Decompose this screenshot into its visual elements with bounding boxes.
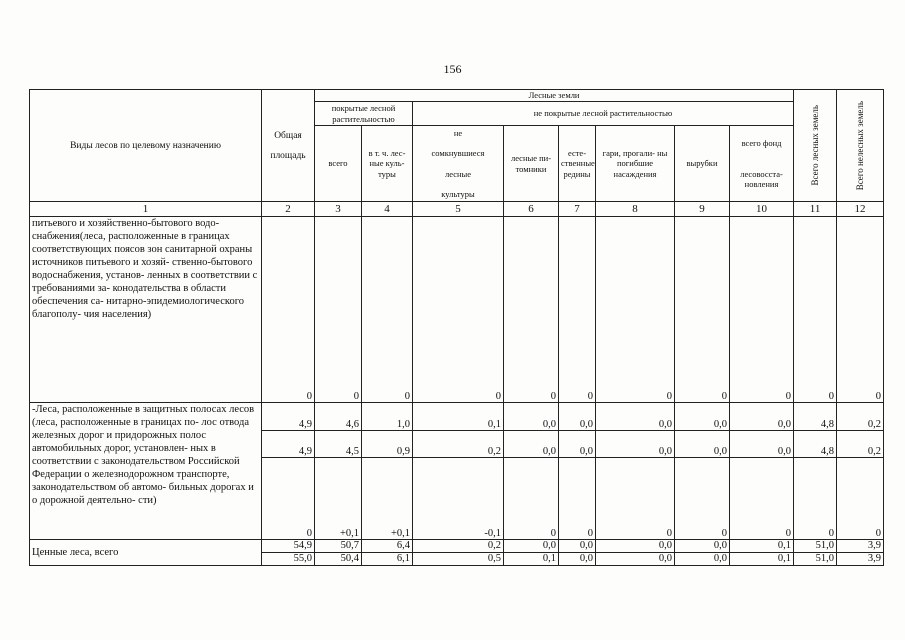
cell-value: 0,0 [559,540,596,553]
cell-value: 0,1 [730,540,794,553]
cell-value: +0,1 [362,458,413,540]
cell-value: 0 [596,458,675,540]
cell-value: 3,9 [837,540,884,553]
cell-value: 0 [675,217,730,403]
cell-value: 0,0 [596,431,675,458]
header-nurseries: лесные пи- томники [504,126,559,202]
header-total-nonforest [837,90,884,202]
cell-value: 0 [730,217,794,403]
cell-value: 0,0 [596,403,675,431]
cell-value: 0,0 [675,431,730,458]
row-desc-water-supply: питьевого и хозяйственно-бытового водо- снабжения(леса, расположенные в границах соответствующих поясов зон санитарной охраны источников питьевого и хозяй- ственно-бытового водоснабжения, установ- ленных в соответствии с требованиями за- конодательства в области обеспечения са- нитарно-эпидемиологического благополу- чия населения) [30,217,262,403]
cell-value: 0,0 [675,553,730,566]
cell-value: 0,0 [559,553,596,566]
header-not-covered: не покрытые лесной растительностью [413,102,794,126]
cell-value: 51,0 [794,540,837,553]
cell-value: 6,1 [362,553,413,566]
cell-value: 0,0 [675,403,730,431]
cell-value: 0,0 [730,403,794,431]
col-num: 6 [504,202,559,217]
header-reforest-b: лесовосста- новления [740,168,783,189]
col-num: 11 [794,202,837,217]
table-row [30,217,884,403]
cell-value: 0,0 [559,431,596,458]
header-total-nonforest-text: Всего нелесных земель [855,100,866,191]
cell-value: 4,5 [315,431,362,458]
column-number-row [30,202,884,217]
table-row [30,403,884,431]
forest-fund-table [29,89,884,566]
header-total-forest-text: Всего лесных земель [810,105,821,186]
header-nonclosed-d: культуры [441,188,475,199]
cell-value: 0 [596,217,675,403]
header-covered: покрытые лесной растительностью [315,102,413,126]
cell-value: 0,5 [413,553,504,566]
col-num: 2 [262,202,315,217]
cell-value: 0,0 [596,540,675,553]
col-num: 10 [730,202,794,217]
cell-value: 50,7 [315,540,362,553]
header-nonclosed-b: сомкнувшиеся [431,148,485,159]
header-total-area [262,90,315,202]
col-num: 12 [837,202,884,217]
cell-value: 0,0 [559,403,596,431]
cell-value: 0,0 [596,553,675,566]
cell-value: 1,0 [362,403,413,431]
cell-value: 0 [315,217,362,403]
cell-value: +0,1 [315,458,362,540]
cell-value: 0,2 [837,403,884,431]
cell-value: 0 [675,458,730,540]
col-num: 1 [30,202,262,217]
cell-value: 0 [262,217,315,403]
header-total-area-a: Общая [274,130,302,141]
header-types: Виды лесов по целевому назначению [30,90,262,202]
cell-value: 4,8 [794,403,837,431]
header-reforest [730,126,794,202]
cell-value: 0,0 [675,540,730,553]
cell-value: 0 [559,217,596,403]
table-row [30,540,884,553]
cell-value: 0,0 [504,403,559,431]
col-num: 9 [675,202,730,217]
col-num: 8 [596,202,675,217]
header-forest-lands: Лесные земли [315,90,794,102]
cell-value: 0 [730,458,794,540]
row-desc-valuable-forests: Ценные леса, всего [30,540,262,566]
col-num: 3 [315,202,362,217]
cell-value: 0,2 [837,431,884,458]
cell-value: 0,2 [413,540,504,553]
cell-value: 0,9 [362,431,413,458]
cell-value: 0,2 [413,431,504,458]
cell-value: 0,0 [504,431,559,458]
cell-value: 0 [504,217,559,403]
header-natural-gaps: есте- ственные редины [559,126,596,202]
row-desc-protective-strips: -Леса, расположенные в защитных полосах лесов (леса, расположенные в границах по- лос отвода железных дорог и придорожных полос автомобильных дорог, установлен- ных в соответствии с законодательством Российской Федерации о железнодорожном транспорте, законодательством об автомо- бильных дорогах и о дорожной деятельно- сти) [30,403,262,540]
cell-value: 4,8 [794,431,837,458]
cell-value: 3,9 [837,553,884,566]
header-burns: гари, прогали- ны погибшие насаждения [596,126,675,202]
col-num: 7 [559,202,596,217]
cell-value: 6,4 [362,540,413,553]
cell-value: 4,6 [315,403,362,431]
cell-value: 0 [794,217,837,403]
header-nonclosed-a: не [453,127,463,138]
page-number: 156 [443,62,462,76]
header-reforest-a: всего фонд [741,138,782,149]
cell-value: 0,0 [504,540,559,553]
cell-value: 54,9 [262,540,315,553]
cell-value: 0,0 [730,431,794,458]
cell-value: 0,1 [730,553,794,566]
col-num: 4 [362,202,413,217]
header-all: всего [315,126,362,202]
header-cuttings: вырубки [675,126,730,202]
cell-value: 0 [413,217,504,403]
cell-value: 0 [504,458,559,540]
cell-value: 51,0 [794,553,837,566]
header-nonclosed-c: лесные [444,168,472,179]
cell-value: 55,0 [262,553,315,566]
cell-value: 4,9 [262,403,315,431]
cell-value: 4,9 [262,431,315,458]
cell-value: 0 [794,458,837,540]
cell-value: -0,1 [413,458,504,540]
header-total-forest [794,90,837,202]
cell-value: 0 [837,217,884,403]
header-nonclosed [413,126,504,202]
cell-value: 0,1 [413,403,504,431]
cell-value: 50,4 [315,553,362,566]
col-num: 5 [413,202,504,217]
cell-value: 0 [837,458,884,540]
header-total-area-b: площадь [270,150,306,161]
cell-value: 0,1 [504,553,559,566]
cell-value: 0 [262,458,315,540]
cell-value: 0 [559,458,596,540]
header-incl-cultures: в т. ч. лес- ные куль- туры [362,126,413,202]
cell-value: 0 [362,217,413,403]
